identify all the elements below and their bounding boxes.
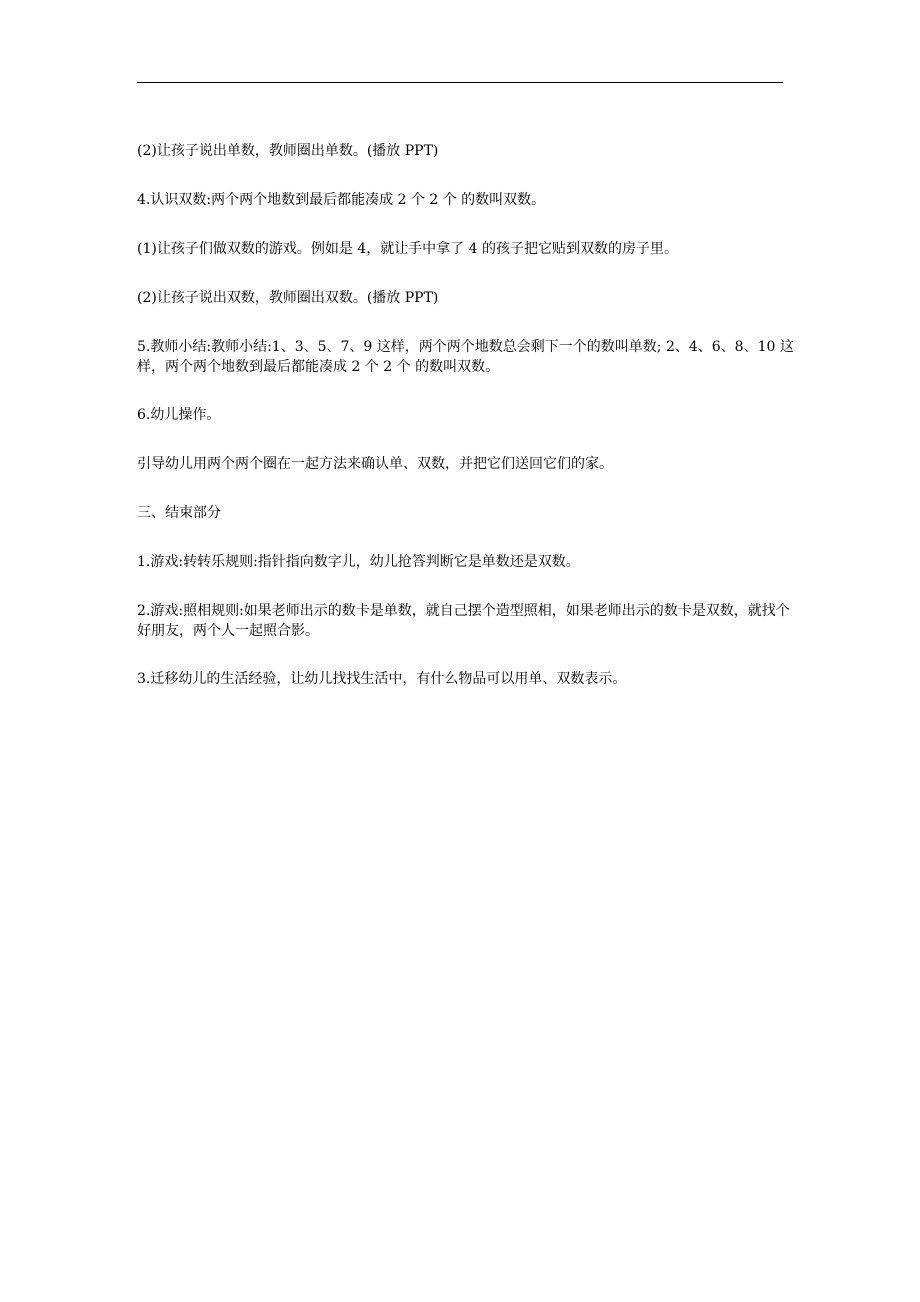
paragraph-know-even-numbers: 4.认识双数:两个两个地数到最后都能凑成 2 个 2 个 的数叫双数。 xyxy=(137,192,546,208)
paragraph-even-game: (1)让孩子们做双数的游戏。例如是 4，就让手中拿了 4 的孩子把它贴到双数的房子里。 xyxy=(137,241,678,257)
header-rule xyxy=(137,82,783,83)
paragraph-even-numbers-circle: (2)让孩子说出双数，教师圈出双数。(播放 PPT) xyxy=(137,290,439,306)
section-heading-ending: 三、结束部分 xyxy=(137,505,221,521)
paragraph-child-operation: 6.幼儿操作。 xyxy=(137,407,221,423)
paragraph-teacher-summary: 5.教师小结:教师小结:1、3、5、7、9 这样，两个两个地数总会剩下一个的数叫单数; 2、4、6、8、10 这样，两个两个地数到最后都能凑成 2 个 2 个 的数叫双数。 xyxy=(137,339,794,375)
paragraph-odd-numbers-circle: (2)让孩子说出单数，教师圈出单数。(播放 PPT) xyxy=(137,143,439,159)
paragraph-life-experience: 3.迁移幼儿的生活经验，让幼儿找找生活中，有什么物品可以用单、双数表示。 xyxy=(137,671,627,687)
paragraph-game-spin: 1.游戏:转转乐规则:指针指向数字儿，幼儿抢答判断它是单数还是双数。 xyxy=(137,554,580,570)
document-body xyxy=(137,141,797,718)
paragraph-guide-children: 引导幼儿用两个两个圈在一起方法来确认单、双数，并把它们送回它们的家。 xyxy=(137,456,613,472)
paragraph-game-photo: 2.游戏:照相规则:如果老师出示的数卡是单数，就自己摆个造型照相，如果老师出示的数卡是双数，就找个好朋友，两个人一起照合影。 xyxy=(137,603,790,639)
